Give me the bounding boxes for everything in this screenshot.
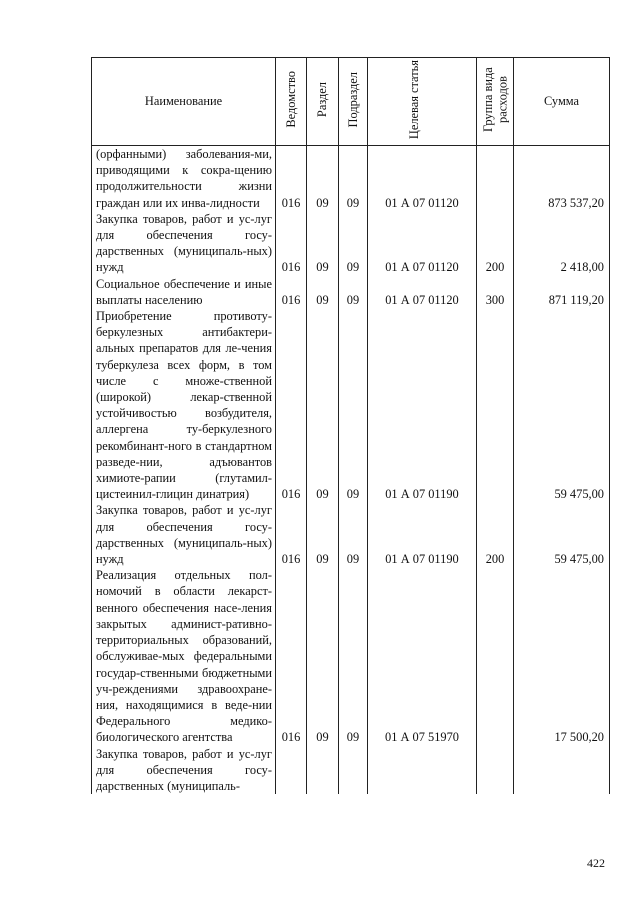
row-ved: 016 [276, 502, 307, 567]
table-header [92, 58, 610, 146]
row-ved: 016 [276, 146, 307, 211]
row-gruppa: 200 [477, 502, 514, 567]
header-razdel-label: Раздел [315, 81, 330, 118]
header-celevaya-label: Целевая статья [407, 59, 421, 140]
table-row [92, 567, 610, 745]
row-celevaya: 01 А 07 01120 [368, 146, 477, 211]
row-summa: 2 418,00 [514, 211, 610, 276]
header-ved [276, 58, 307, 146]
row-gruppa [477, 146, 514, 211]
row-gruppa [477, 308, 514, 502]
row-summa: 873 537,20 [514, 146, 610, 211]
row-razdel: 09 [307, 567, 339, 745]
row-ved: 016 [276, 308, 307, 502]
row-gruppa [477, 567, 514, 745]
row-name: Приобретение противоту-беркулезных антибактери-альных препаратов для ле-чения туберкулеза всех форм, в том числе с множе-ственной (широкой) лекар-ственной устойчивостью возбудителя, аллергена ту-беркулезного рекомбинант-ного в стандартном разведе-нии, адъювантов химиоте-рапии (глутамил-цистеинил-глицин динатрия) [92, 308, 276, 502]
header-razdel [307, 58, 339, 146]
row-razdel: 09 [307, 276, 339, 308]
row-summa: 17 500,20 [514, 567, 610, 745]
row-name: Закупка товаров, работ и ус-луг для обеспечения госу-дарственных (муниципаль- [92, 746, 276, 795]
row-razdel: 09 [307, 502, 339, 567]
row-summa [514, 746, 610, 795]
header-summa: Сумма [514, 58, 610, 146]
row-celevaya: 01 А 07 01190 [368, 502, 477, 567]
header-gruppa [477, 58, 514, 146]
row-gruppa [477, 746, 514, 795]
row-podrazdel: 09 [339, 146, 368, 211]
row-summa: 871 119,20 [514, 276, 610, 308]
row-ved [276, 746, 307, 795]
row-gruppa: 200 [477, 211, 514, 276]
row-name: (орфанными) заболевания-ми, приводящими к сокра-щению продолжительности жизни граждан или их инва-лидности [92, 146, 276, 211]
row-podrazdel: 09 [339, 276, 368, 308]
row-podrazdel: 09 [339, 211, 368, 276]
table-row [92, 746, 610, 795]
header-podrazdel [339, 58, 368, 146]
row-razdel: 09 [307, 146, 339, 211]
row-podrazdel: 09 [339, 567, 368, 745]
row-name: Реализация отдельных пол-номочий в области лекарст-венного обеспечения насе-ления закрытых админист-ративно-территориальных образований, обслуживае-мых федеральными государ-ственными бюджетными уч-реждениями здравоохране-ния, находящимися в веде-нии Федерального медико-биологического агентства [92, 567, 276, 745]
row-celevaya [368, 746, 477, 795]
row-summa: 59 475,00 [514, 308, 610, 502]
header-gruppa-label: Группа вида расходов [480, 67, 509, 132]
row-celevaya: 01 А 07 51970 [368, 567, 477, 745]
row-razdel [307, 746, 339, 795]
row-celevaya: 01 А 07 01120 [368, 211, 477, 276]
header-podrazdel-label: Подраздел [345, 71, 360, 128]
table-row [92, 502, 610, 567]
row-celevaya: 01 А 07 01120 [368, 276, 477, 308]
row-gruppa: 300 [477, 276, 514, 308]
row-name: Закупка товаров, работ и ус-луг для обеспечения госу-дарственных (муниципаль-ных) нужд [92, 502, 276, 567]
row-podrazdel: 09 [339, 308, 368, 502]
budget-table [91, 57, 610, 794]
row-name: Закупка товаров, работ и ус-луг для обеспечения госу-дарственных (муниципаль-ных) нужд [92, 211, 276, 276]
row-ved: 016 [276, 567, 307, 745]
row-summa: 59 475,00 [514, 502, 610, 567]
row-razdel: 09 [307, 211, 339, 276]
row-podrazdel: 09 [339, 502, 368, 567]
header-name: Наименование [92, 58, 276, 146]
table-row [92, 308, 610, 502]
page-number: 422 [587, 856, 605, 870]
row-razdel: 09 [307, 308, 339, 502]
row-podrazdel [339, 746, 368, 795]
row-ved: 016 [276, 211, 307, 276]
row-celevaya: 01 А 07 01190 [368, 308, 477, 502]
table-row [92, 276, 610, 308]
header-ved-label: Ведомство [283, 71, 298, 128]
table-row [92, 211, 610, 276]
table-row [92, 146, 610, 211]
row-ved: 016 [276, 276, 307, 308]
row-name: Социальное обеспечение и иные выплаты населению [92, 276, 276, 308]
header-celevaya [368, 58, 477, 146]
